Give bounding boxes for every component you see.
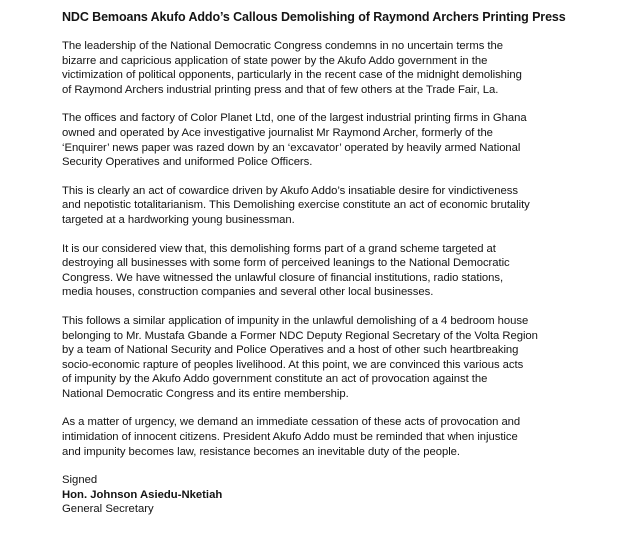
text-line: of Raymond Archers industrial printing press and that of few others at the Trade Fair, La. [62, 83, 499, 96]
signature-block [62, 473, 603, 517]
text-line: This follows a similar application of impunity in the unlawful demolishing of a 4 bedroom house [62, 314, 529, 327]
text-line: Congress. We have witnessed the unlawful closure of financial institutions, radio stations, [62, 271, 504, 284]
text-line: by a team of National Security and Police Operatives and a host of other such heartbreaking [62, 344, 519, 357]
text-line: socio-economic rapture of peoples livelihood. At this point, we are convinced this various acts [62, 358, 524, 371]
text-line: belonging to Mr. Mustafa Gbande a Former NDC Deputy Regional Secretary of the Volta Region [62, 329, 538, 342]
text-line: ‘Enquirer’ news paper was razed down by an ‘excavator’ operated by heavily armed National [62, 141, 521, 154]
paragraph-4 [62, 242, 603, 300]
signatory-position: General Secretary [62, 503, 154, 516]
paragraph-2 [62, 111, 603, 169]
text-line: targeted at a hardworking young businessman. [62, 213, 295, 226]
text-line: National Democratic Congress and its entire membership. [62, 387, 349, 400]
paragraph-3 [62, 184, 603, 228]
text-line: The offices and factory of Color Planet Ltd, one of the largest industrial printing firms in Ghana [62, 112, 527, 125]
text-line: and impunity becomes law, resistance becomes an inevitable duty of the people. [62, 445, 461, 458]
text-line: media houses, construction companies and several other local businesses. [62, 286, 434, 299]
text-line: As a matter of urgency, we demand an immediate cessation of these acts of provocation and [62, 416, 521, 429]
text-line: This is clearly an act of cowardice driven by Akufo Addo’s insatiable desire for vindictiveness [62, 184, 518, 197]
document-title: NDC Bemoans Akufo Addo’s Callous Demolishing of Raymond Archers Printing Press [62, 10, 566, 24]
paragraph-6 [62, 415, 603, 459]
signatory-name: Hon. Johnson Asiedu-Nketiah [62, 488, 223, 501]
paragraph-1 [62, 39, 603, 97]
text-line: It is our considered view that, this demolishing forms part of a grand scheme targeted at [62, 242, 496, 255]
text-line: victimization of political opponents, particularly in the recent case of the midnight demolishing [62, 69, 522, 82]
signed-label: Signed [62, 474, 98, 487]
text-line: The leadership of the National Democratic Congress condemns in no uncertain terms the [62, 40, 503, 52]
text-line: of impunity by the Akufo Addo government constitute an act of provocation against the [62, 373, 488, 386]
paragraph-5 [62, 314, 603, 402]
text-line: owned and operated by Ace investigative journalist Mr Raymond Archer, formerly of the [62, 126, 493, 139]
text-line: and nepotistic totalitarianism. This Demolishing exercise constitute an act of economic brutality [62, 199, 530, 212]
text-line: destroying all businesses with some form of perceived leanings to the National Democratic [62, 257, 510, 270]
text-line: intimidation of innocent citizens. President Akufo Addo must be reminded that when injustice [62, 431, 518, 444]
text-line: Security Operatives and uniformed Police Officers. [62, 156, 313, 169]
text-line: bizarre and capricious application of state power by the Akufo Addo government in the [62, 54, 488, 67]
